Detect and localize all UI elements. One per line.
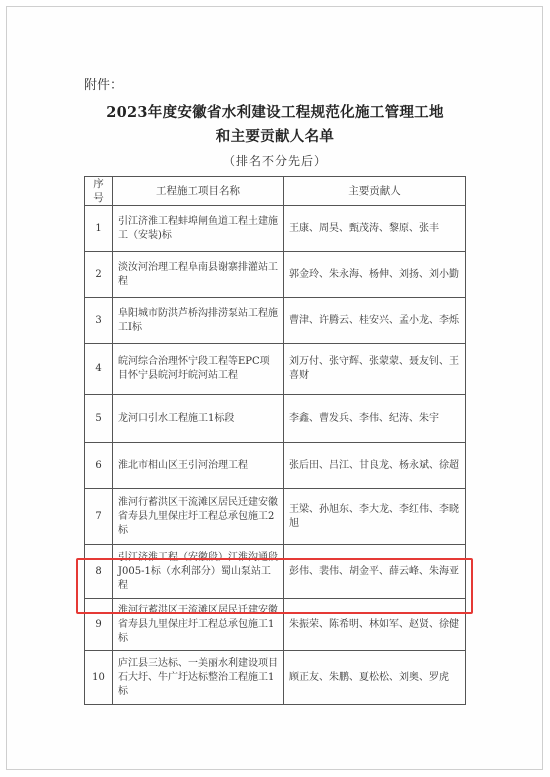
- contributors: 顾正友、朱鹏、夏松松、刘奥、罗虎: [284, 651, 466, 705]
- column-header-index: 序号: [85, 177, 113, 206]
- project-name: 皖河综合治理怀宁段工程等EPC项目怀宁县皖河圩皖河站工程: [113, 344, 284, 395]
- table-row: [85, 395, 466, 443]
- row-index: 9: [85, 599, 113, 651]
- row-index: 3: [85, 298, 113, 344]
- contributors: 张后田、吕江、甘良龙、杨永斌、徐超: [284, 443, 466, 489]
- project-name: 淮北市相山区王引河治理工程: [113, 443, 284, 489]
- table-header-row: [85, 177, 466, 206]
- contributors-table: [84, 176, 466, 705]
- project-name: 阜阳城市防洪芦桥沟排涝泵站工程施工I标: [113, 298, 284, 344]
- project-name: 庐江县三达标、一美丽水利建设项目石大圩、牛广圩达标整治工程施工1标: [113, 651, 284, 705]
- document-title-line1: 2023年度安徽省水利建设工程规范化施工管理工地: [106, 104, 444, 121]
- row-index: 5: [85, 395, 113, 443]
- table-row: [85, 344, 466, 395]
- table-row: [85, 206, 466, 252]
- contributors: 曹津、许腾云、桂安兴、孟小龙、李烁: [284, 298, 466, 344]
- project-name: 淮河行蓄洪区干流滩区居民迁建安徽省寿县九里保庄圩工程总承包施工2标: [113, 489, 284, 545]
- document-title-line2: 和主要贡献人名单: [215, 128, 335, 145]
- ranking-note: （排名不分先后）: [222, 154, 327, 168]
- row-index: 7: [85, 489, 113, 545]
- column-header-project: 工程施工项目名称: [113, 177, 284, 206]
- project-name: 引江济淮工程蚌埠闸鱼道工程土建施工（安装)标: [113, 206, 284, 252]
- row-index: 1: [85, 206, 113, 252]
- contributors: 朱振荣、陈希明、林如军、赵贤、徐健: [284, 599, 466, 651]
- contributors: 刘万付、张守辉、张蒙蒙、聂友钊、王喜财: [284, 344, 466, 395]
- project-name: 引江济淮工程（安徽段）江淮沟通段J005-1标（水利部分）蜀山泵站工程: [113, 545, 284, 599]
- project-name: 淡汝河治理工程阜南县谢寨排灌站工程: [113, 252, 284, 298]
- table-row: [85, 443, 466, 489]
- column-header-contributors: 主要贡献人: [284, 177, 466, 206]
- project-name: 淮河行蓄洪区干流滩区居民迁建安徽省寿县九里保庄圩工程总承包施工1标: [113, 599, 284, 651]
- table-row: [85, 489, 466, 545]
- table-row: [85, 298, 466, 344]
- row-index: 10: [85, 651, 113, 705]
- row-index: 8: [85, 545, 113, 599]
- row-index: 2: [85, 252, 113, 298]
- contributors: 李鑫、曹发兵、李伟、纪涛、朱宇: [284, 395, 466, 443]
- row-index: 4: [85, 344, 113, 395]
- table-row: [85, 651, 466, 705]
- contributors: 王梁、孙旭东、李大龙、李红伟、李晓旭: [284, 489, 466, 545]
- row-8-highlight-box: [76, 558, 473, 614]
- row-index: 6: [85, 443, 113, 489]
- project-name: 龙河口引水工程施工1标段: [113, 395, 284, 443]
- contributors: 郭金玲、朱永海、杨伸、刘扬、刘小勤: [284, 252, 466, 298]
- table-row: [85, 252, 466, 298]
- contributors: 彭伟、裴伟、胡金平、薛云峰、朱海亚: [284, 545, 466, 599]
- contributors: 王康、周昊、甄茂涛、黎原、张丰: [284, 206, 466, 252]
- attachment-label: 附件：: [84, 78, 124, 93]
